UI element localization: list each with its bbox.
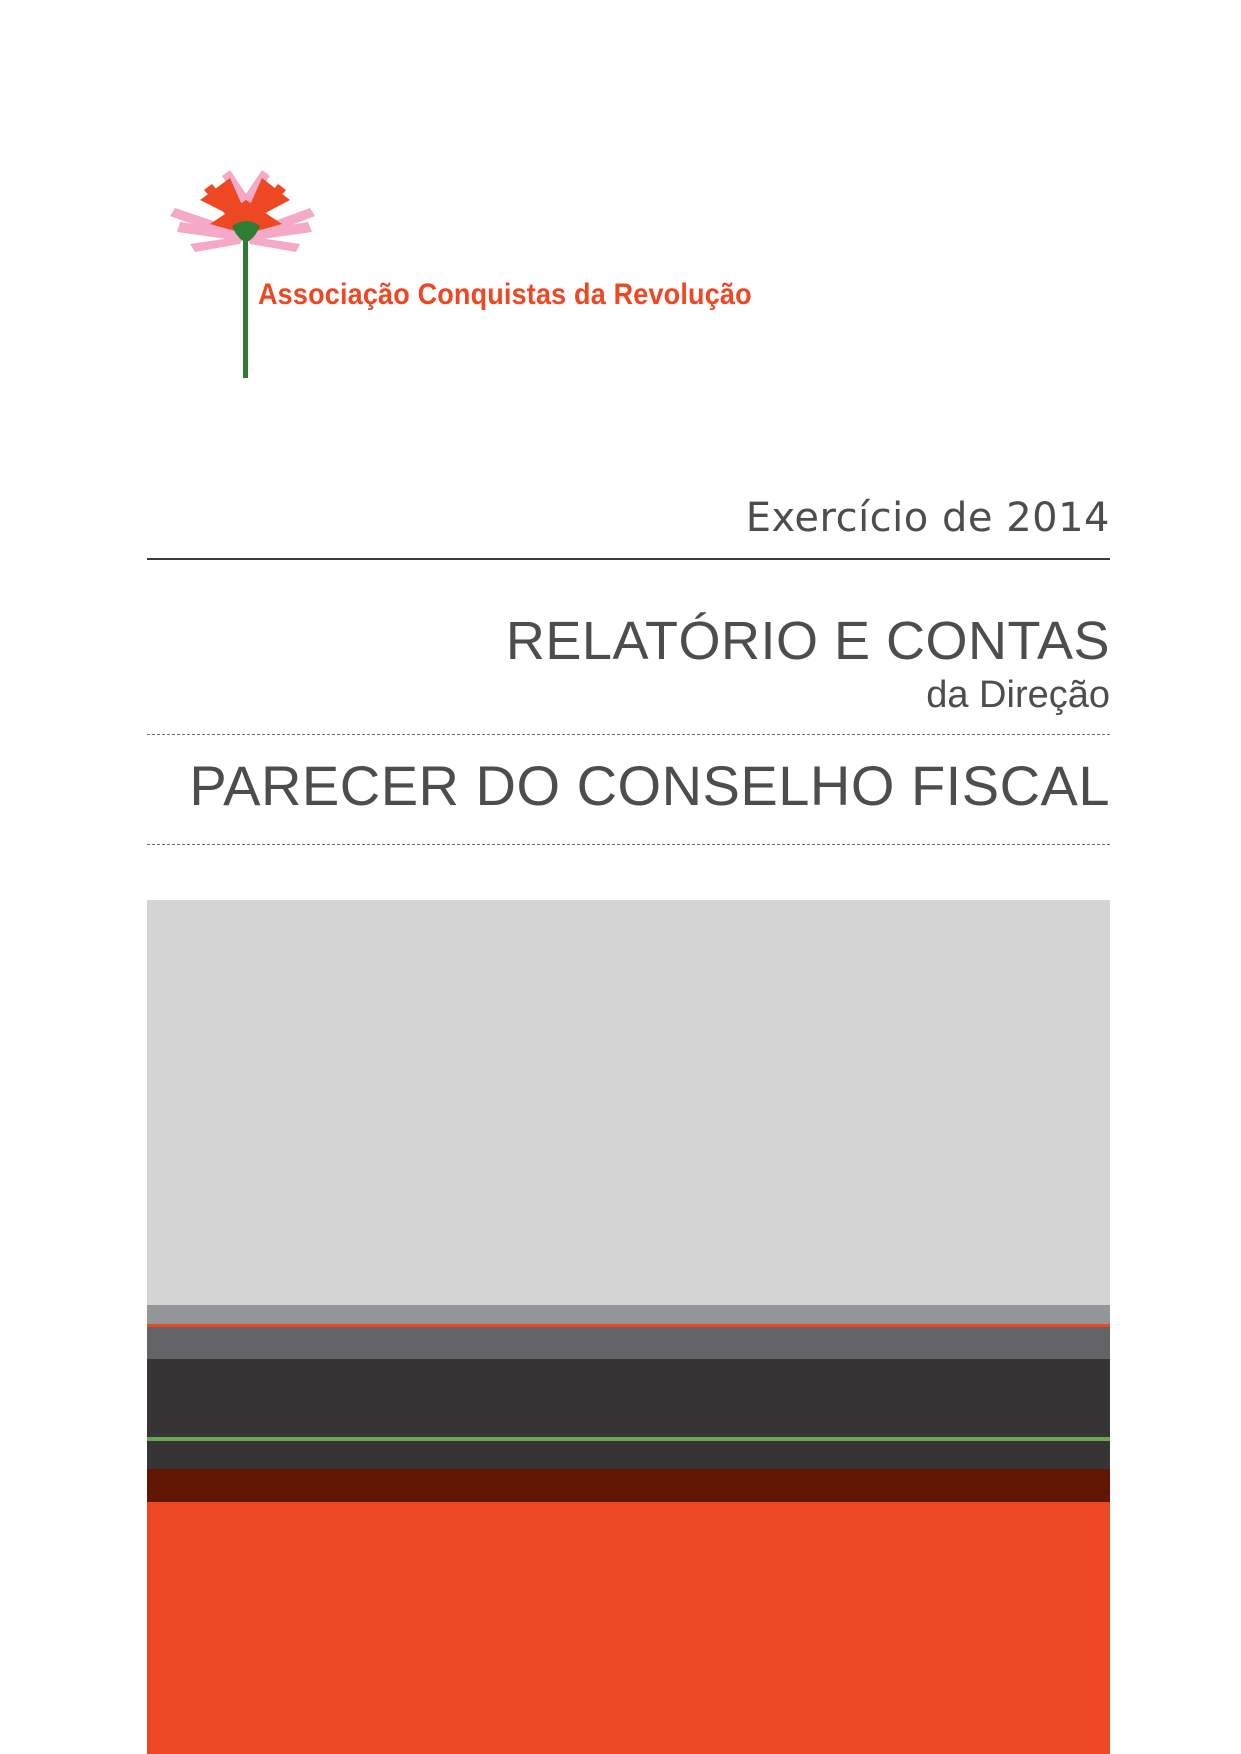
dashed-divider-2 [147,844,1110,845]
organization-name: Associação Conquistas da Revolução [258,278,752,311]
exercise-year-heading: Exercício de 2014 [745,495,1110,541]
opinion-title: PARECER DO CONSELHO FISCAL [189,754,1110,817]
dashed-divider-1 [147,734,1110,735]
decorative-color-bands [147,900,1110,1754]
band-orange [147,1502,1110,1754]
band-dark-gray [147,1327,1110,1359]
report-title: RELATÓRIO E CONTAS [505,611,1110,671]
report-subtitle: da Direção [926,674,1110,716]
band-light-gray [147,900,1110,1305]
band-charcoal [147,1359,1110,1437]
association-logo [170,160,830,380]
band-charcoal-lower [147,1441,1110,1469]
heading-divider [147,558,1110,560]
band-mid-gray [147,1305,1110,1324]
band-maroon [147,1469,1110,1502]
carnation-icon [170,160,430,380]
